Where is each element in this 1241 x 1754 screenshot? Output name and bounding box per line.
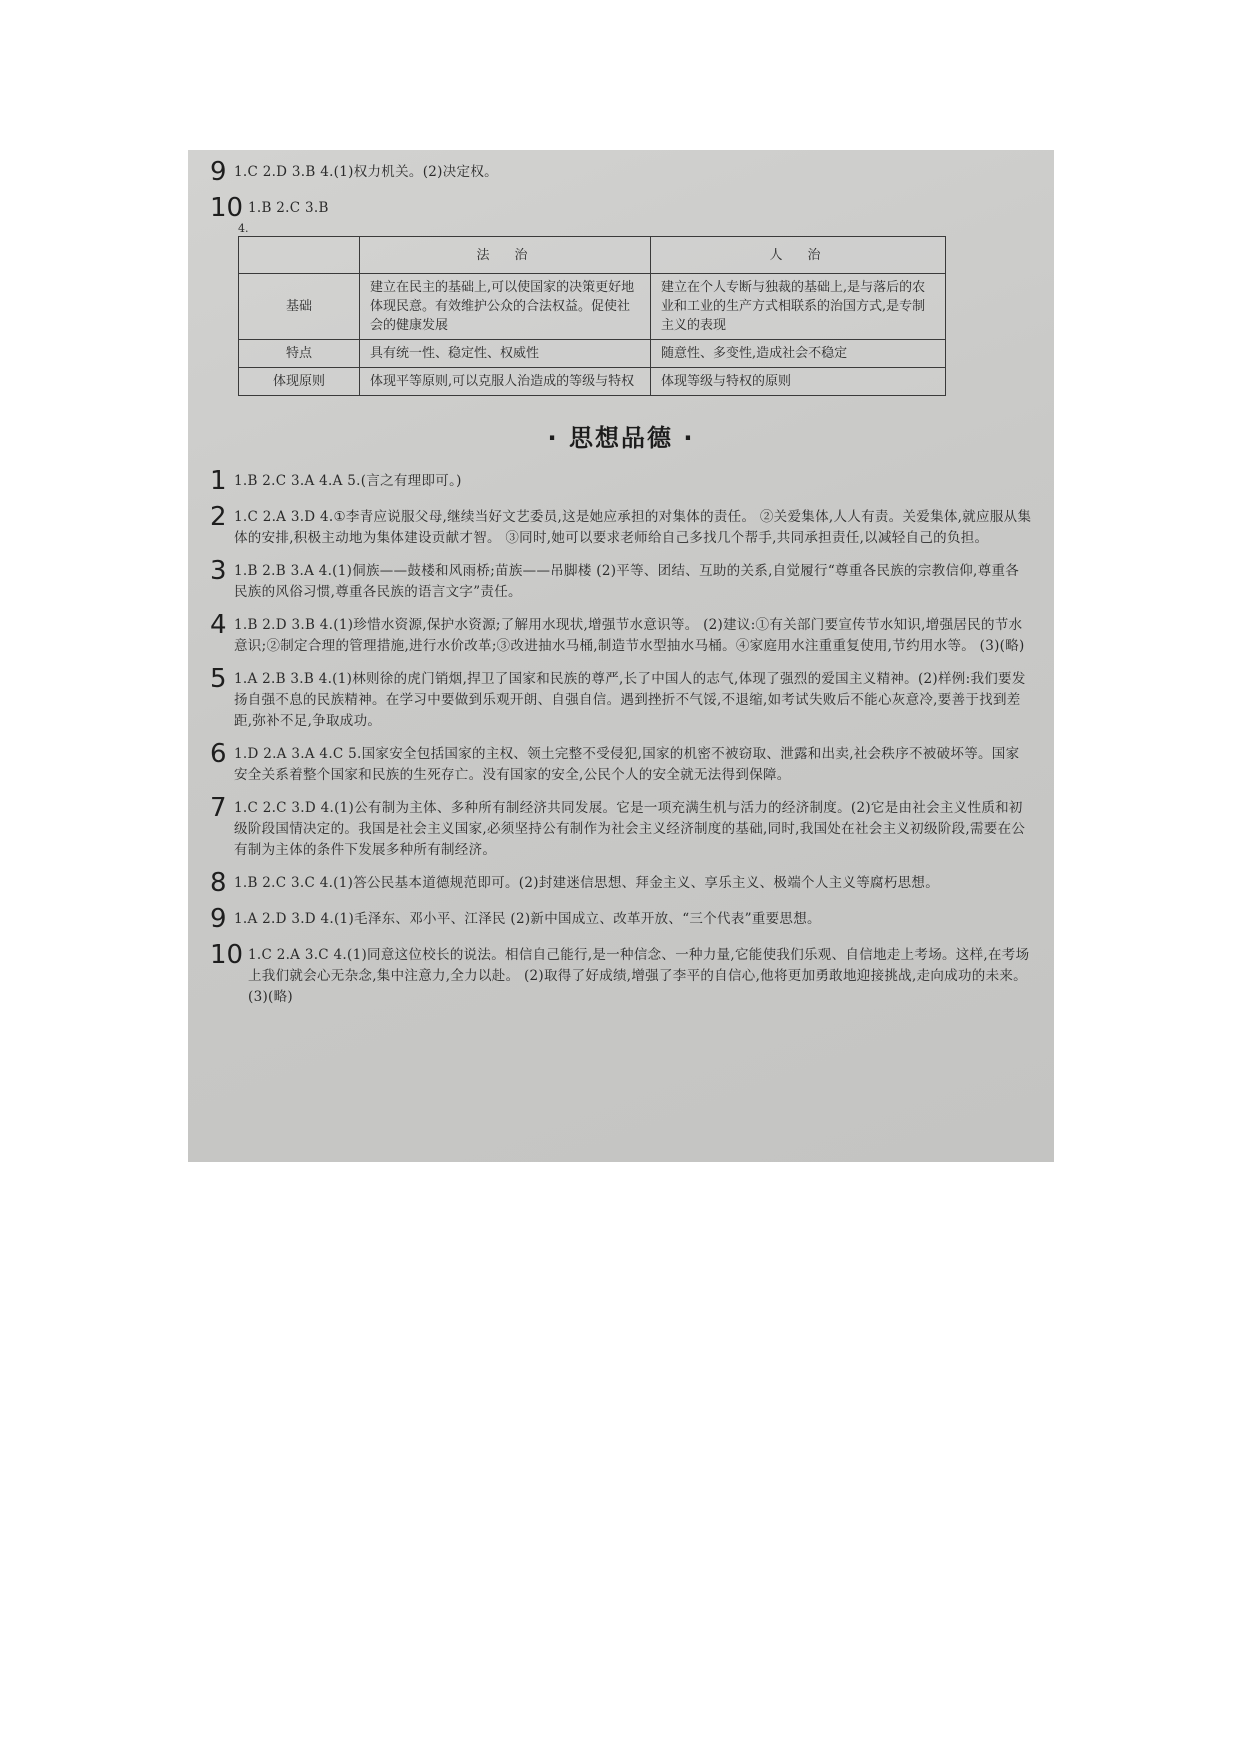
answer-item [210, 557, 1032, 603]
sub-question-label: 4. [238, 222, 249, 235]
row-label: 基础 [239, 274, 360, 340]
rule-of-man-cell: 体现等级与特权的原则 [651, 368, 946, 396]
answer-text: 1.C 2.D 3.B 4.(1)权力机关。(2)决定权。 [234, 164, 498, 180]
answer-item [210, 869, 1032, 897]
answer-item [210, 611, 1032, 657]
question-number: 6 [210, 739, 227, 769]
rule-of-man-cell: 随意性、多变性,造成社会不稳定 [651, 340, 946, 368]
question-number: 4 [210, 610, 227, 640]
question-number: 9 [210, 157, 227, 187]
answer-item [210, 905, 1032, 933]
table-row [239, 340, 946, 368]
question-number: 10 [210, 940, 244, 970]
question-number: 1 [210, 466, 227, 496]
answer-item [210, 665, 1032, 732]
question-number: 8 [210, 868, 227, 898]
question-number: 7 [210, 793, 227, 823]
question-number: 9 [210, 904, 227, 934]
table-row [239, 368, 946, 396]
answer-text: 1.A 2.D 3.D 4.(1)毛泽东、邓小平、江泽民 (2)新中国成立、改革开放、“三个代表”重要思想。 [234, 911, 821, 927]
table-header-cell [239, 237, 360, 274]
answer-text: 1.B 2.B 3.A 4.(1)侗族——鼓楼和风雨桥;苗族——吊脚楼 (2)平等、团结、互助的关系,自觉履行“尊重各民族的宗教信仰,尊重各民族的风俗习惯,尊重各民族的语言文字”责任。 [234, 563, 1020, 600]
row-label: 特点 [239, 340, 360, 368]
rule-of-law-cell: 具有统一性、稳定性、权威性 [360, 340, 651, 368]
scanned-answer-page [188, 150, 1054, 1162]
table-header-row [239, 237, 946, 274]
table-header-cell: 人 治 [651, 237, 946, 274]
answer-text: 1.B 2.C 3.C 4.(1)答公民基本道德规范即可。(2)封建迷信思想、拜金主义、享乐主义、极端个人主义等腐朽思想。 [234, 875, 940, 891]
row-label: 体现原则 [239, 368, 360, 396]
answer-text: 1.D 2.A 3.A 4.C 5.国家安全包括国家的主权、领土完整不受侵犯,国家的机密不被窃取、泄露和出卖,社会秩序不被破坏等。国家安全关系着整个国家和民族的生死存亡。没有国家的安全,公民个人的安全就无法得到保障。 [234, 746, 1020, 783]
top-answer-9 [210, 158, 1032, 186]
section-title: · 思想品德 · [547, 424, 695, 452]
question-number: 2 [210, 502, 227, 532]
rule-of-law-comparison-table [238, 236, 946, 396]
answer-item [210, 740, 1032, 786]
answer-text: 1.C 2.A 3.D 4.①李青应说服父母,继续当好文艺委员,这是她应承担的对集体的责任。 ②关爱集体,人人有责。关爱集体,就应服从集体的安排,积极主动地为集体建设贡献才智。 ③同时,她可以要求老师给自己多找几个帮手,共同承担责任,以减轻自己的负担。 [234, 509, 1032, 546]
answer-text: 1.B 2.C 3.B [248, 200, 329, 216]
answer-text: 1.A 2.B 3.B 4.(1)林则徐的虎门销烟,捍卫了国家和民族的尊严,长了中国人的志气,体现了强烈的爱国主义精神。(2)样例:我们要发扬自强不息的民族精神。在学习中要做到乐观开朗、自强自信。遇到挫折不气馁,不退缩,如考试失败后不能心灰意冷,要善于找到差距,弥补不足,争取成功。 [234, 671, 1026, 729]
answer-item [210, 467, 1032, 495]
question-number: 10 [210, 193, 244, 223]
answer-text: 1.C 2.A 3.C 4.(1)同意这位校长的说法。相信自己能行,是一种信念、一种力量,它能使我们乐观、自信地走上考场。这样,在考场上我们就会心无杂念,集中注意力,全力以赴。 (2)取得了好成绩,增强了李平的自信心,他将更加勇敢地迎接挑战,走向成功的未来。 (3)(略) [248, 947, 1030, 1005]
answer-item [210, 794, 1032, 861]
rule-of-man-cell: 建立在个人专断与独裁的基础上,是与落后的农业和工业的生产方式相联系的治国方式,是专制主义的表现 [651, 274, 946, 340]
rule-of-law-cell: 建立在民主的基础上,可以使国家的决策更好地体现民意。有效维护公众的合法权益。促使社会的健康发展 [360, 274, 651, 340]
question-number: 3 [210, 556, 227, 586]
table-row [239, 274, 946, 340]
answer-item [210, 941, 1032, 1008]
top-answer-10 [210, 194, 1032, 222]
answer-item [210, 503, 1032, 549]
answer-text: 1.B 2.D 3.B 4.(1)珍惜水资源,保护水资源;了解用水现状,增强节水意识等。 (2)建议:①有关部门要宣传节水知识,增强居民的节水意识;②制定合理的管理措施,进行水价改革;③改进抽水马桶,制造节水型抽水马桶。④家庭用水注重重复使用,节约用水等。 (3)(略) [234, 617, 1025, 654]
question-number: 5 [210, 664, 227, 694]
answer-text: 1.C 2.C 3.D 4.(1)公有制为主体、多种所有制经济共同发展。它是一项充满生机与活力的经济制度。(2)它是由社会主义性质和初级阶段国情决定的。我国是社会主义国家,必须坚持公有制作为社会主义经济制度的基础,同时,我国处在社会主义初级阶段,需要在公有制为主体的条件下发展多种所有制经济。 [234, 800, 1026, 858]
table-header-cell: 法 治 [360, 237, 651, 274]
rule-of-law-cell: 体现平等原则,可以克服人治造成的等级与特权 [360, 368, 651, 396]
answer-text: 1.B 2.C 3.A 4.A 5.(言之有理即可。) [234, 473, 462, 489]
